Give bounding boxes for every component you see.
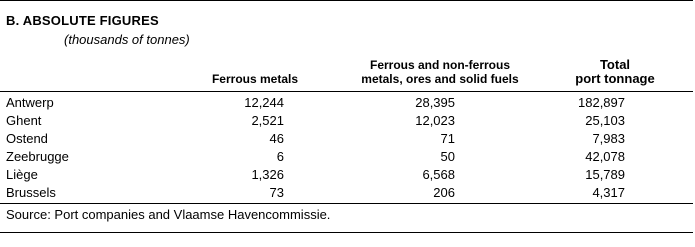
ferrous-value: 73 — [269, 185, 284, 200]
table-row — [0, 166, 693, 184]
total-value: 4,317 — [592, 185, 625, 200]
column-header-ferrous-label: Ferrous metals — [211, 72, 299, 86]
ferrous-value: 12,244 — [244, 95, 284, 110]
column-header-nonferrous-line2: metals, ores and solid fuels — [361, 72, 519, 86]
port-name: Ghent — [6, 113, 42, 128]
table-body — [0, 94, 693, 202]
total-value: 182,897 — [578, 95, 625, 110]
column-header-nonferrous-line1: Ferrous and non-ferrous — [369, 58, 510, 72]
port-name: Liège — [6, 167, 38, 182]
ferrous-value: 2,521 — [251, 113, 284, 128]
nonferrous-value: 50 — [440, 149, 455, 164]
ferrous-value: 46 — [269, 131, 284, 146]
table-title: B. ABSOLUTE FIGURES — [6, 13, 159, 28]
header-divider — [0, 91, 693, 92]
table-row — [0, 184, 693, 202]
total-value: 42,078 — [585, 149, 625, 164]
source-note: Source: Port companies and Vlaamse Havencommissie. — [6, 207, 331, 222]
total-value: 7,983 — [592, 131, 625, 146]
nonferrous-value: 12,023 — [415, 113, 455, 128]
total-value: 25,103 — [585, 113, 625, 128]
port-name: Zeebrugge — [6, 149, 69, 164]
nonferrous-value: 28,395 — [415, 95, 455, 110]
table-subtitle: (thousands of tonnes) — [64, 32, 190, 47]
column-header-nonferrous — [340, 58, 540, 86]
table-row — [0, 130, 693, 148]
nonferrous-value: 206 — [433, 185, 455, 200]
table-row — [0, 94, 693, 112]
port-name: Ostend — [6, 131, 48, 146]
ferrous-value: 6 — [276, 149, 284, 164]
footer-divider — [0, 203, 693, 204]
table-row — [0, 148, 693, 166]
table-row — [0, 112, 693, 130]
column-header-total — [560, 58, 670, 86]
column-header-total-line1: Total — [599, 57, 631, 72]
nonferrous-value: 71 — [440, 131, 455, 146]
ferrous-value: 1,326 — [251, 167, 284, 182]
nonferrous-value: 6,568 — [422, 167, 455, 182]
port-name: Brussels — [6, 185, 56, 200]
column-header-ferrous — [196, 72, 314, 86]
port-name: Antwerp — [6, 95, 54, 110]
column-header-total-line2: port tonnage — [575, 71, 655, 86]
total-value: 15,789 — [585, 167, 625, 182]
